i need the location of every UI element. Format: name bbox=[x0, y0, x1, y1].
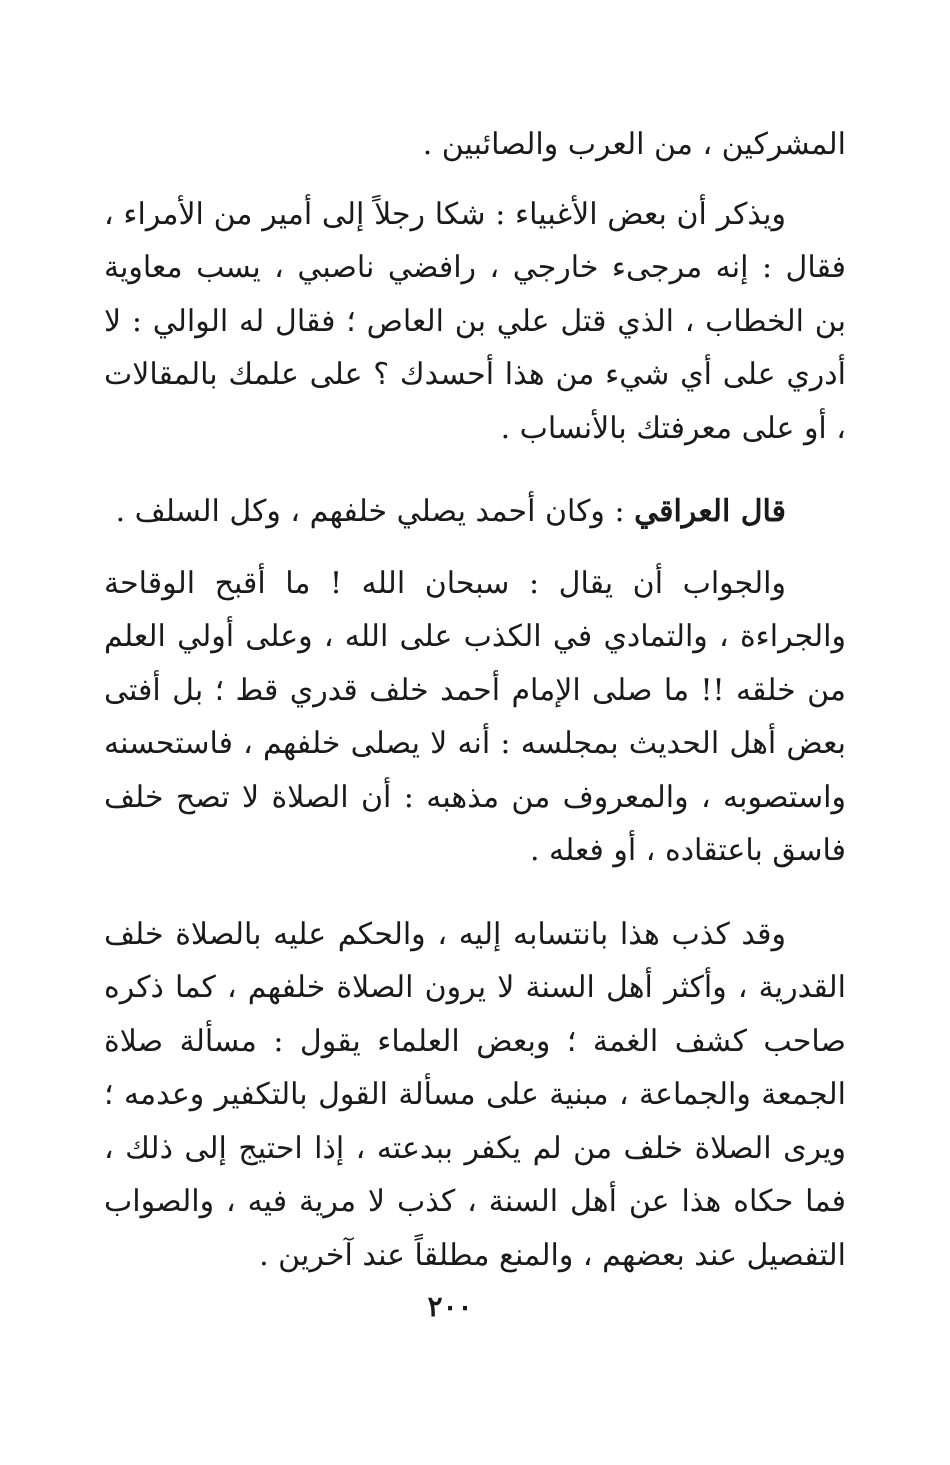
page-body bbox=[104, 118, 846, 1282]
paragraph-continuation: المشركين ، من العرب والصائبين . bbox=[422, 127, 846, 162]
claim-text: : وكان أحمد يصلي خلفهم ، وكل السلف . bbox=[115, 494, 635, 529]
speaker-label: قال العراقي bbox=[634, 494, 786, 529]
paragraph-iraqi-claim bbox=[104, 485, 846, 539]
paragraph-anecdote: ويذكر أن بعض الأغبياء : شكا رجلاً إلى أمير من الأمراء ، فقال : إنه مرجىء خارجي ، رافضي ناصبي ، يسب معاوية بن الخطاب ، الذي قتل علي بن العاص ؛ فقال له الوالي : لا أدري على أي شيء من هذا أحسدك ؟ على علمك بالمقالات ، أو على معرفتك بالأنساب . bbox=[104, 196, 846, 446]
paragraph-refutation: وقد كذب هذا بانتسابه إليه ، والحكم عليه بالصلاة خلف القدرية ، وأكثر أهل السنة لا يرون الصلاة خلفهم ، كما ذكره صاحب كشف الغمة ؛ وبعض العلماء يقول : مسألة صلاة الجمعة والجماعة ، مبنية على مسألة القول بالتكفير وعدمه ؛ ويرى الصلاة خلف من لم يكفر ببدعته ، إذا احتيج إلى ذلك ، فما حكاه هذا عن أهل السنة ، كذب لا مرية فيه ، والصواب التفصيل عند بعضهم ، والمنع مطلقاً عند آخرين . bbox=[104, 916, 846, 1273]
page-number: ٢٠٠ bbox=[427, 1290, 473, 1323]
paragraph-response: والجواب أن يقال : سبحان الله ! ما أقبح الوقاحة والجراءة ، والتمادي في الكذب على الله ، وعلى أولي العلم من خلقه !! ما صلى الإمام أحمد خلف قدري قط ؛ بل أفتى بعض أهل الحديث بمجلسه : أنه لا يصلى خلفهم ، فاستحسنه واستصوبه ، والمعروف من مذهبه : أن الصلاة لا تصح خلف فاسق باعتقاده ، أو فعله . bbox=[104, 565, 846, 868]
